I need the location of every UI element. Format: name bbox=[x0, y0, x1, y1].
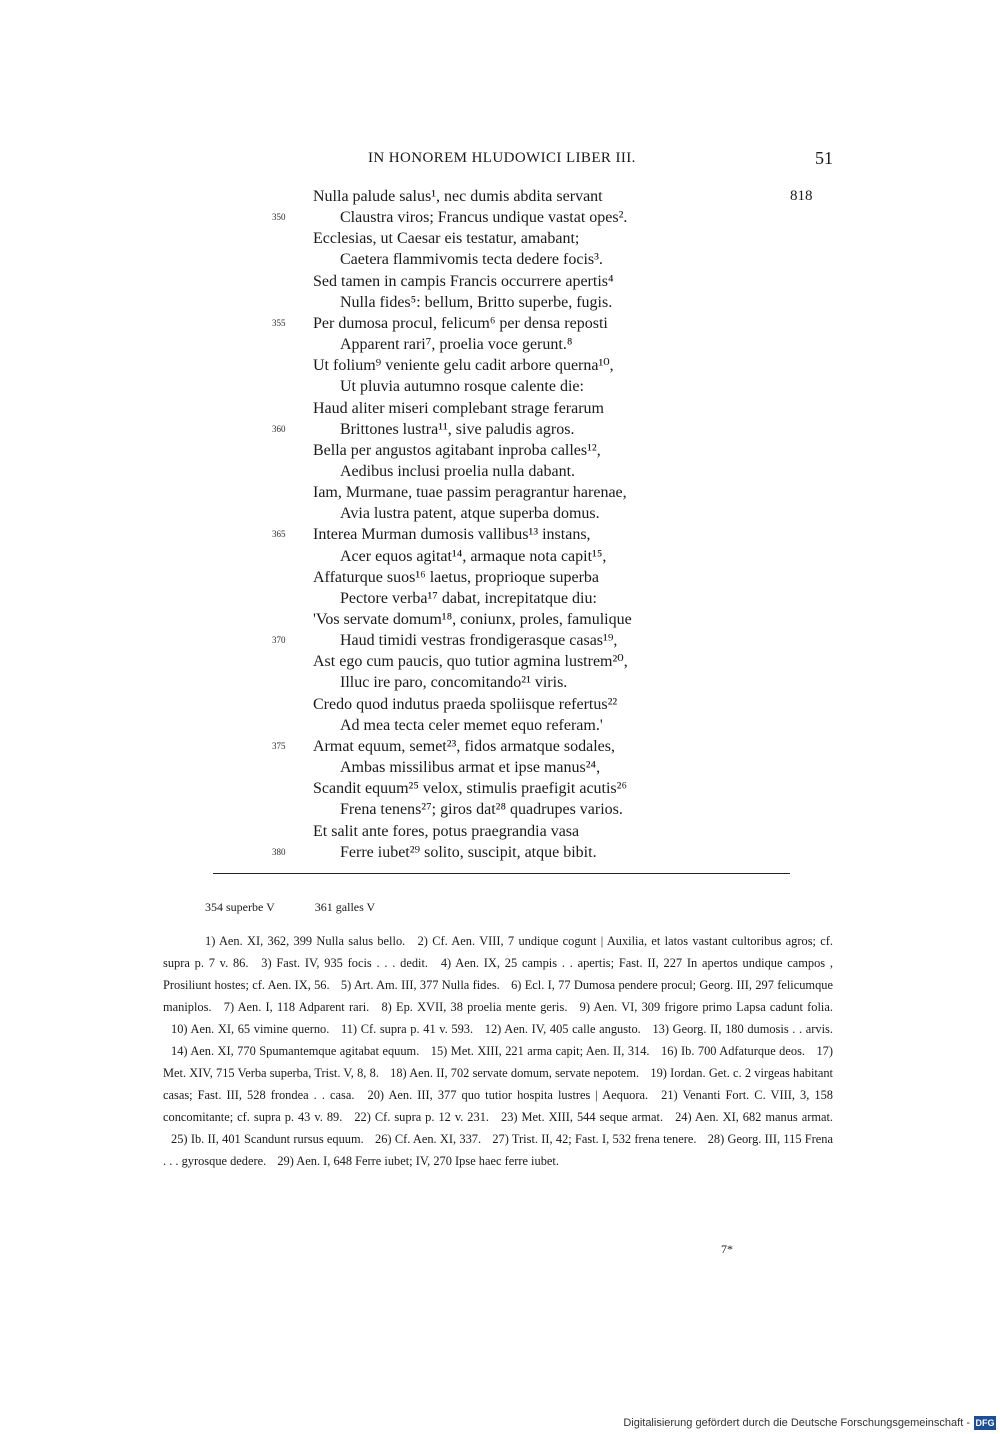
note-text: Aen. IX, 25 campis . . apertis; Fast. II, 227 In apertos undique campos , Prosiliunt hostes; cf. Aen. IX, 56. bbox=[163, 956, 833, 992]
note-text: Met. XIII, 221 arma capit; Aen. II, 314. bbox=[450, 1044, 650, 1058]
note-number: 2) bbox=[417, 934, 428, 948]
verse-line: Ad mea tecta celer memet equo referam.' bbox=[340, 717, 603, 734]
verse-line: Nulla fides⁵: bellum, Britto superbe, fugis. bbox=[340, 294, 613, 311]
footer-bar bbox=[623, 1414, 1000, 1432]
verse-line: Haud timidi vestras frondigerasque casas¹⁹, bbox=[340, 632, 618, 649]
verse-line: Et salit ante fores, potus praegrandia vasa bbox=[313, 823, 580, 840]
note-text: Ecl. I, 77 Dumosa pendere procul; Georg. III, 297 felicumque maniplos. bbox=[163, 978, 833, 1014]
verse-line: Armat equum, semet²³, fidos armatque sodales, bbox=[313, 738, 615, 755]
note-number: 8) bbox=[381, 1000, 392, 1014]
verse-line: Sed tamen in campis Francis occurrere apertis⁴ bbox=[313, 273, 614, 290]
note-number: 11) bbox=[340, 1022, 358, 1036]
verse-line: Pectore verba¹⁷ dabat, increpitatque diu: bbox=[340, 590, 597, 607]
note-number: 16) bbox=[661, 1044, 678, 1058]
note-text: Aen. XI, 770 Spumantemque agitabat equum. bbox=[190, 1044, 420, 1058]
footnote-divider bbox=[213, 873, 790, 874]
verse-line: Caetera flammivomis tecta dedere focis³. bbox=[340, 251, 603, 268]
verse-line: Nulla palude salus¹, nec dumis abdita servant bbox=[313, 188, 603, 205]
note-text: Cf. supra p. 41 v. 593. bbox=[360, 1022, 474, 1036]
verse-line: Bella per angustos agitabant inproba calles¹², bbox=[313, 442, 601, 459]
note-text: Iordan. Get. c. 2 virgeas habitant casas; Fast. III, 528 frondea . . casa. bbox=[163, 1066, 833, 1102]
note-number: 21) bbox=[661, 1088, 678, 1102]
note-text: Aen. VI, 309 frigore primo Lapsa cadunt folia. bbox=[593, 1000, 833, 1014]
line-number: 355 bbox=[272, 318, 286, 328]
note-number: 4) bbox=[440, 956, 452, 970]
verse-line: Haud aliter miseri complebant strage ferarum bbox=[313, 400, 604, 417]
note-text: Georg. III, 115 Frena . . . gyrosque dedere. bbox=[163, 1132, 833, 1168]
variant-reading: 354 superbe V bbox=[205, 900, 275, 914]
running-title: IN HONOREM HLUDOWICI LIBER III. bbox=[368, 150, 636, 166]
verse-line: Affaturque suos¹⁶ laetus, proprioque superba bbox=[313, 569, 600, 586]
note-text: Aen. II, 702 servate domum, servate nepotem. bbox=[409, 1066, 640, 1080]
verse-line: Frena tenens²⁷; giros dat²⁸ quadrupes varios. bbox=[340, 801, 623, 818]
note-text: Aen. XI, 682 manus armat. bbox=[694, 1110, 834, 1124]
note-text: Aen. IV, 405 calle angusto. bbox=[504, 1022, 641, 1036]
line-number: 370 bbox=[272, 635, 286, 645]
line-number: 350 bbox=[272, 212, 286, 222]
note-text: Georg. II, 180 dumosis . . arvis. bbox=[672, 1022, 833, 1036]
verse-line: Ut pluvia autumno rosque calente die: bbox=[340, 378, 584, 395]
note-number: 5) bbox=[340, 978, 352, 992]
note-number: 13) bbox=[652, 1022, 669, 1036]
line-number: 380 bbox=[272, 847, 286, 857]
note-number: 27) bbox=[492, 1132, 509, 1146]
note-text: Aen. III, 377 quo tutior hospita lustres | Aequora. bbox=[388, 1088, 649, 1102]
note-text: Cf. Aen. VIII, 7 undique cogunt | Auxilia, et latos vastant cultoribus agros; cf. supra p. 7 v. 86. bbox=[163, 934, 834, 970]
note-text: Ib. II, 401 Scandunt rursus equum. bbox=[190, 1132, 364, 1146]
note-number: 1) bbox=[205, 934, 216, 948]
verse-line: Ferre iubet²⁹ solito, suscipit, atque bibit. bbox=[340, 844, 597, 861]
footer-credit: Digitalisierung gefördert durch die Deutsche Forschungsgemeinschaft - bbox=[623, 1417, 970, 1429]
line-number: 365 bbox=[272, 529, 286, 539]
note-text: Met. XIII, 544 seque armat. bbox=[521, 1110, 664, 1124]
verse-line: Claustra viros; Francus undique vastat opes². bbox=[340, 209, 628, 226]
note-text: Venanti Fort. C. VIII, 3, 158 concomitante; cf. supra p. 43 v. 89. bbox=[163, 1088, 833, 1124]
verse-line: Interea Murman dumosis vallibus¹³ instans, bbox=[313, 526, 591, 543]
note-number: 10) bbox=[171, 1022, 188, 1036]
verse-line: Per dumosa procul, felicum⁶ per densa repostі bbox=[313, 315, 608, 332]
note-number: 29) bbox=[277, 1154, 294, 1168]
variant-readings bbox=[205, 898, 375, 916]
variant-reading: 361 galles V bbox=[314, 900, 376, 914]
note-number: 9) bbox=[579, 1000, 590, 1014]
verse-line: Illuc ire paro, concomitando²¹ viris. bbox=[340, 674, 568, 691]
verse-line: Ut folium⁹ veniente gelu cadit arbore querna¹⁰, bbox=[313, 357, 614, 374]
note-number: 14) bbox=[171, 1044, 188, 1058]
note-text: Trist. II, 42; Fast. I, 532 frena tenere. bbox=[511, 1132, 697, 1146]
note-number: 3) bbox=[261, 956, 272, 970]
note-text: Aen. I, 118 Adparent rari. bbox=[237, 1000, 370, 1014]
source-notes bbox=[163, 930, 833, 1172]
verse-line: Avia lustra patent, atque superba domus. bbox=[340, 505, 600, 522]
dfg-logo-icon: DFG bbox=[975, 1418, 995, 1428]
note-number: 23) bbox=[501, 1110, 518, 1124]
note-number: 15) bbox=[430, 1044, 448, 1058]
note-number: 28) bbox=[707, 1132, 725, 1146]
verse-line: Iam, Murmane, tuae passim peragrantur harenae, bbox=[313, 484, 627, 501]
note-number: 26) bbox=[375, 1132, 392, 1146]
note-text: Aen. XI, 362, 399 Nulla salus bello. bbox=[218, 934, 406, 948]
note-number: 24) bbox=[675, 1110, 692, 1124]
signature-mark: 7* bbox=[721, 1242, 733, 1256]
verse-line: 'Vos servate domum¹⁸, coniunx, proles, famulique bbox=[313, 611, 632, 628]
note-text: Aen. XI, 65 vimine querno. bbox=[190, 1022, 330, 1036]
page-number: 51 bbox=[815, 148, 833, 168]
verse-line: Brittones lustra¹¹, sive paludis agros. bbox=[340, 421, 575, 438]
note-text: Art. Am. III, 377 Nulla fides. bbox=[353, 978, 500, 992]
note-number: 19) bbox=[650, 1066, 667, 1080]
note-number: 25) bbox=[171, 1132, 188, 1146]
note-text: Cf. Aen. XI, 337. bbox=[394, 1132, 482, 1146]
note-number: 17) bbox=[816, 1044, 834, 1058]
note-number: 18) bbox=[390, 1066, 407, 1080]
note-number: 20) bbox=[367, 1088, 385, 1102]
note-number: 6) bbox=[511, 978, 522, 992]
verse-line: Credo quod indutus praeda spoliisque refertus²² bbox=[313, 696, 618, 713]
verse-line: Aedibus inclusi proelia nulla dabant. bbox=[340, 463, 576, 480]
line-number: 375 bbox=[272, 741, 286, 751]
verse-line: Apparent rari⁷, proelia voce gerunt.⁸ bbox=[340, 336, 573, 353]
line-number: 360 bbox=[272, 424, 286, 434]
margin-reference-number: 818 bbox=[790, 188, 813, 204]
note-text: Cf. supra p. 12 v. 231. bbox=[374, 1110, 489, 1124]
note-text: Ib. 700 Adfaturque deos. bbox=[681, 1044, 805, 1058]
note-text: Fast. IV, 935 focis . . . dedit. bbox=[276, 956, 429, 970]
verse-line: Ast ego cum paucis, quo tutior agmina lustrem²⁰, bbox=[313, 653, 628, 670]
running-head bbox=[0, 150, 1000, 174]
note-text: Aen. I, 648 Ferre iubet; IV, 270 Ipse haec ferre iubet. bbox=[296, 1154, 559, 1168]
verse-line: Scandit equum²⁵ velox, stimulis praefigit acutis²⁶ bbox=[313, 780, 628, 797]
note-text: Met. XIV, 715 Verba superba, Trist. V, 8, 8. bbox=[163, 1066, 379, 1080]
note-text: Ep. XVII, 38 proelia mente geris. bbox=[396, 1000, 568, 1014]
note-number: 7) bbox=[223, 1000, 235, 1014]
verse-line: Ecclesias, ut Caesar eis testatur, amabant; bbox=[313, 230, 580, 247]
note-number: 22) bbox=[354, 1110, 371, 1124]
verse-line: Ambas missilibus armat et ipse manus²⁴, bbox=[340, 759, 601, 776]
note-number: 12) bbox=[484, 1022, 502, 1036]
verse-line: Acer equos agitat¹⁴, armaque nota capit¹⁵, bbox=[340, 548, 607, 565]
